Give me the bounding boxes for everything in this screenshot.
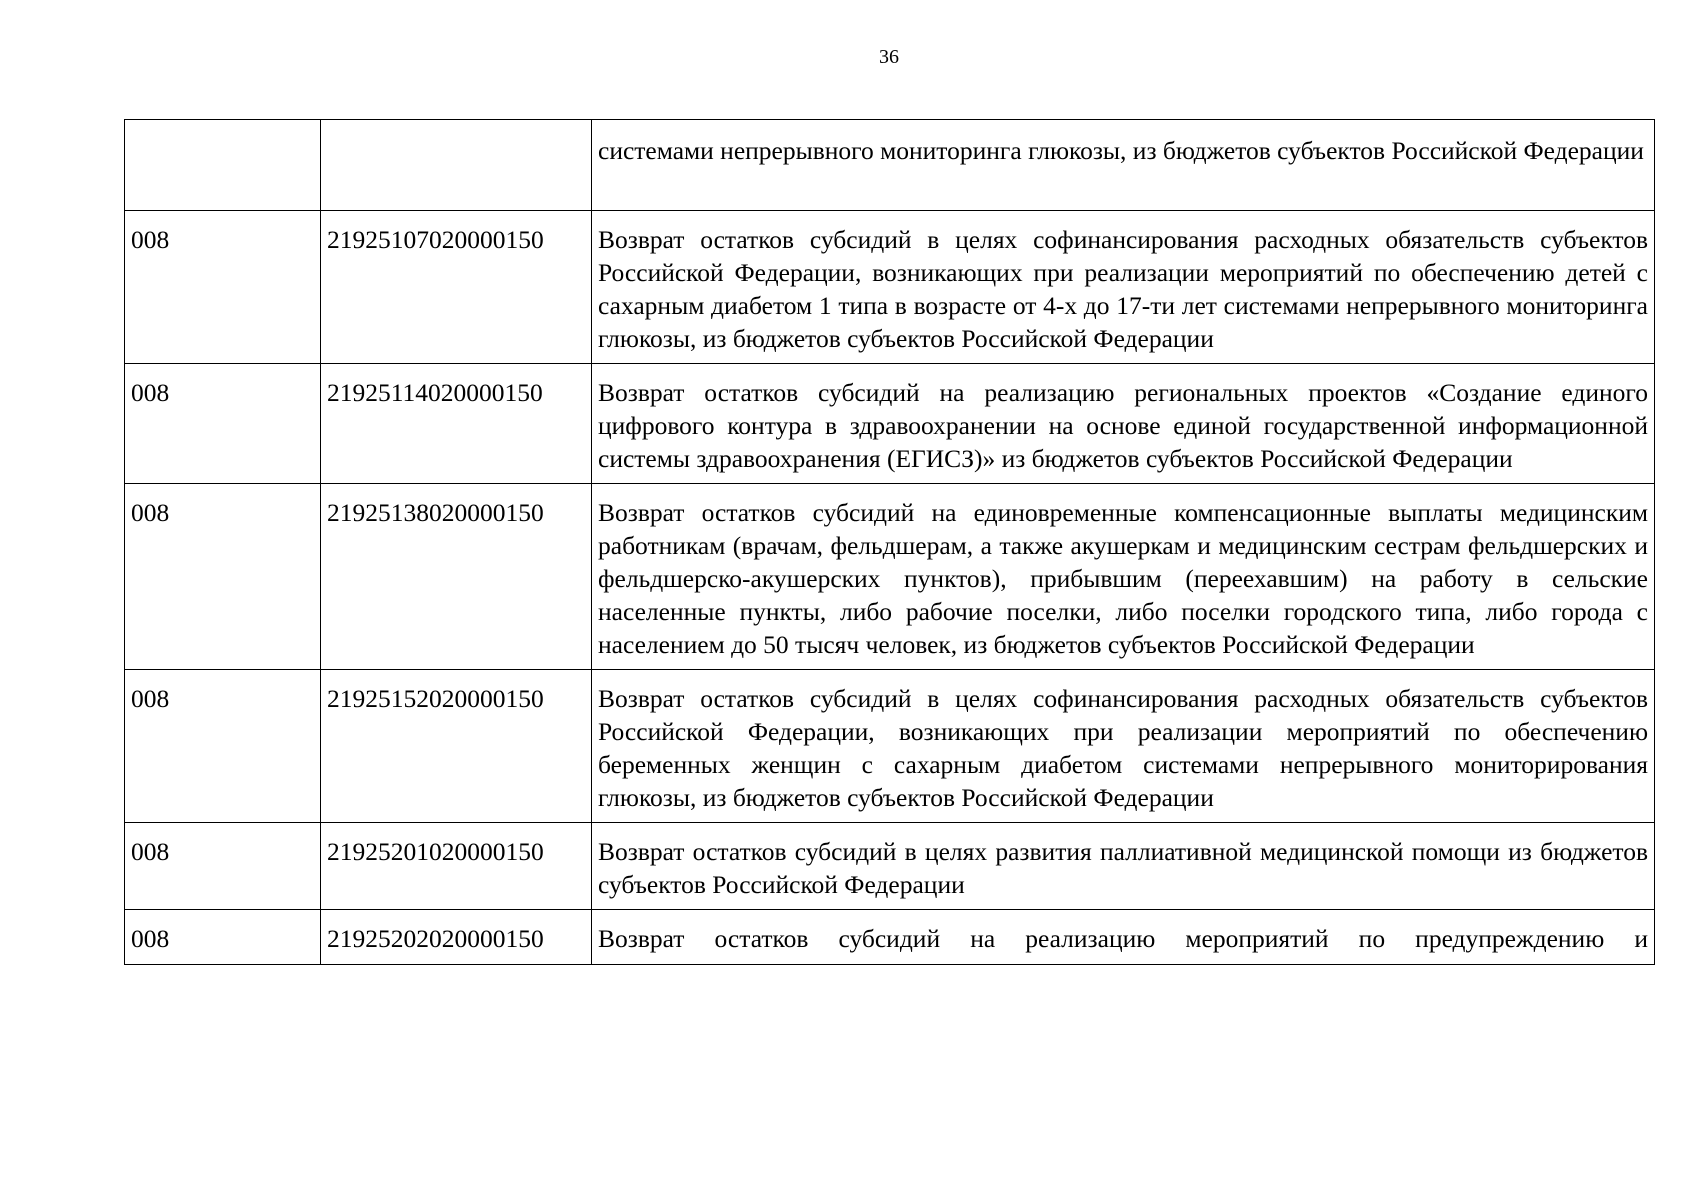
admin-code-cell: 008 bbox=[125, 211, 321, 364]
description-cell: Возврат остатков субсидий на реализацию региональных проектов «Создание единого цифрового контура в здравоохранении на основе единой государственной информационной системы здравоохранения (ЕГИСЗ)» из бюджетов субъектов Российской Федерации bbox=[592, 364, 1655, 484]
budget-code-cell: 21925114020000150 bbox=[321, 364, 592, 484]
admin-code-cell: 008 bbox=[125, 364, 321, 484]
budget-code-cell: 21925201020000150 bbox=[321, 823, 592, 910]
description-cell: Возврат остатков субсидий на единовременные компенсационные выплаты медицинским работникам (врачам, фельдшерам, а также акушеркам и медицинским сестрам фельдшерских и фельдшерско-акушерских пунктов), прибывшим (переехавшим) на работу в сельские населенные пункты, либо рабочие поселки, либо поселки городского типа, либо города с населением до 50 тысяч человек, из бюджетов субъектов Российской Федерации bbox=[592, 484, 1655, 670]
budget-code-cell: 21925152020000150 bbox=[321, 670, 592, 823]
table-row bbox=[125, 670, 1655, 823]
budget-code-cell: 21925107020000150 bbox=[321, 211, 592, 364]
table-row bbox=[125, 211, 1655, 364]
description-cell: системами непрерывного мониторинга глюкозы, из бюджетов субъектов Российской Федерации bbox=[592, 120, 1655, 211]
budget-code-cell: 21925138020000150 bbox=[321, 484, 592, 670]
description-cell: Возврат остатков субсидий на реализацию мероприятий по предупреждению и bbox=[592, 910, 1655, 965]
table-row bbox=[125, 484, 1655, 670]
admin-code-cell: 008 bbox=[125, 670, 321, 823]
description-cell: Возврат остатков субсидий в целях развития паллиативной медицинской помощи из бюджетов субъектов Российской Федерации bbox=[592, 823, 1655, 910]
admin-code-cell bbox=[125, 120, 321, 211]
budget-code-cell bbox=[321, 120, 592, 211]
admin-code-cell: 008 bbox=[125, 823, 321, 910]
page-number: 36 bbox=[879, 46, 899, 68]
table-row bbox=[125, 910, 1655, 965]
table-row bbox=[125, 823, 1655, 910]
admin-code-cell: 008 bbox=[125, 484, 321, 670]
table-row bbox=[125, 120, 1655, 211]
admin-code-cell: 008 bbox=[125, 910, 321, 965]
description-cell: Возврат остатков субсидий в целях софинансирования расходных обязательств субъектов Российской Федерации, возникающих при реализации мероприятий по обеспечению детей с сахарным диабетом 1 типа в возрасте от 4-х до 17-ти лет системами непрерывного мониторинга глюкозы, из бюджетов субъектов Российской Федерации bbox=[592, 211, 1655, 364]
description-cell: Возврат остатков субсидий в целях софинансирования расходных обязательств субъектов Российской Федерации, возникающих при реализации мероприятий по обеспечению беременных женщин с сахарным диабетом системами непрерывного мониторирования глюкозы, из бюджетов субъектов Российской Федерации bbox=[592, 670, 1655, 823]
table-row bbox=[125, 364, 1655, 484]
budget-code-cell: 21925202020000150 bbox=[321, 910, 592, 965]
budget-codes-table bbox=[124, 119, 1655, 965]
